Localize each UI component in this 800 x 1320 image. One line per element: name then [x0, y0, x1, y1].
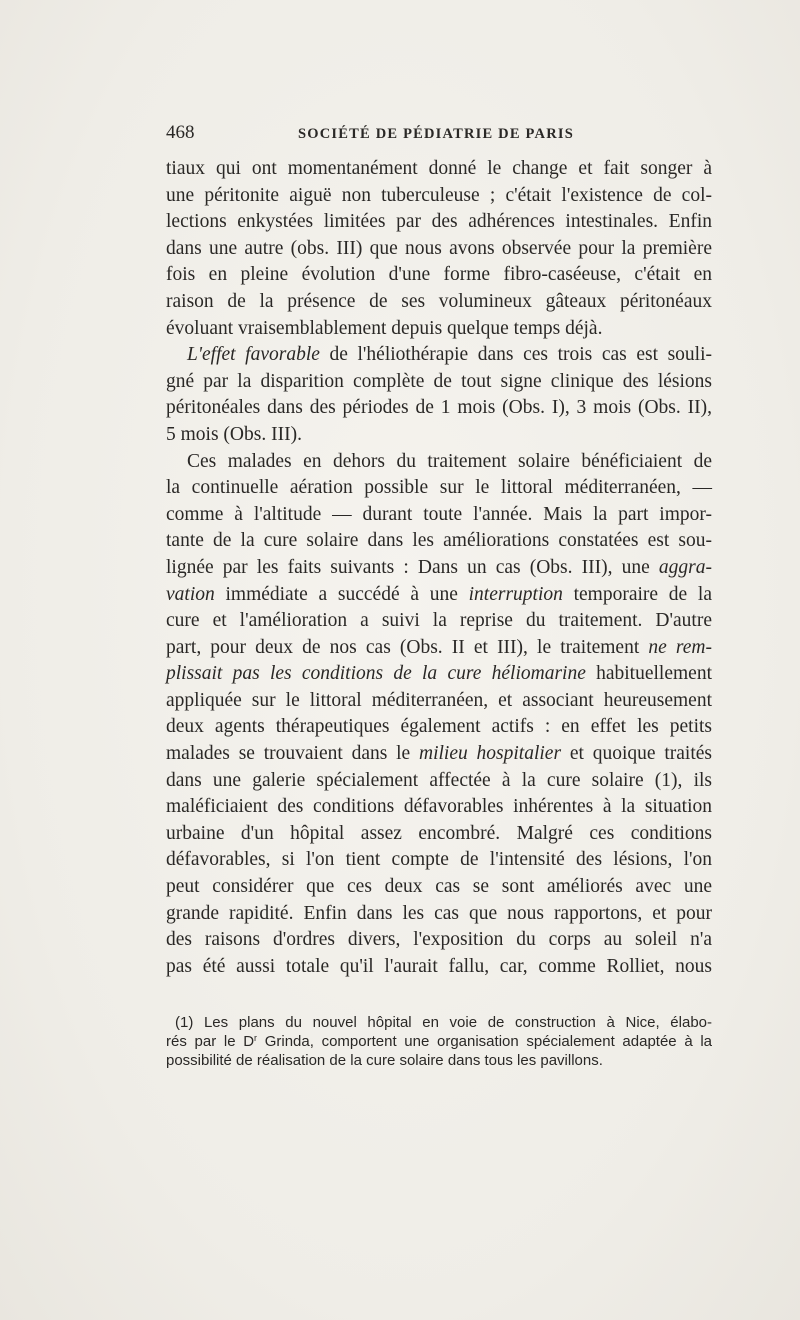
text-line: [166, 555, 712, 582]
text-line: [166, 741, 712, 768]
page-number: 468: [166, 122, 195, 143]
footnote-line: (1) Les plans du nouvel hôpital en voie de construction à Nice, élabo-: [175, 1014, 712, 1031]
text-line: [166, 635, 712, 662]
text-run: habituellement: [585, 663, 712, 685]
text-line: dans une galerie spécialement affectée à la cure solaire (1), ils: [166, 769, 712, 791]
italic-phrase: L'effet favorable: [187, 344, 320, 366]
italic-phrase: aggra-: [658, 556, 712, 578]
text-line: cure et l'amélioration a suivi la reprise du traitement. D'autre: [166, 610, 712, 632]
text-line: évoluant vraisemblablement depuis quelque temps déjà.: [166, 317, 603, 339]
text-line: peut considérer que ces deux cas se sont améliorés avec une: [166, 876, 712, 898]
text-line: péritonéales dans des périodes de 1 mois (Obs. I), 3 mois (Obs. II),: [166, 397, 712, 419]
text-line: des raisons d'ordres divers, l'exposition du corps au soleil n'a: [166, 929, 712, 951]
text-run: lignée par les faits suivants : Dans un cas (Obs. III), une: [166, 556, 659, 578]
text-line: raison de la présence de ses volumineux gâteaux péritonéaux: [166, 290, 712, 312]
text-line: lections enkystées limitées par des adhérences intestinales. Enfin: [166, 211, 712, 233]
footnote-line: [166, 1032, 712, 1051]
text-line: défavorables, si l'on tient compte de l'intensité des lésions, l'on: [166, 849, 712, 871]
text-line: 5 mois (Obs. III).: [166, 423, 302, 445]
italic-phrase: interruption: [468, 583, 563, 605]
text-run: malades se trouvaient dans le: [166, 743, 419, 765]
text-line: [166, 582, 712, 609]
text-line: appliquée sur le littoral méditerranéen, et associant heureusement: [166, 689, 712, 711]
text-run: rés par le D: [166, 1033, 255, 1050]
italic-phrase: ne rem-: [648, 636, 712, 658]
text-line: deux agents thérapeutiques également actifs : en effet les petits: [166, 716, 712, 738]
superscript: r: [254, 1033, 258, 1043]
text-line: grande rapidité. Enfin dans les cas que nous rapportons, et pour: [166, 902, 712, 924]
italic-phrase: vation: [166, 583, 215, 605]
text-line: [166, 342, 712, 369]
text-line: gné par la disparition complète de tout signe clinique des lésions: [166, 370, 712, 392]
text-line: urbaine d'un hôpital assez encombré. Malgré ces conditions: [166, 822, 712, 844]
page-header: [166, 122, 712, 148]
text-run: et quoique traités: [561, 743, 712, 765]
text-run: de l'héliothérapie dans ces trois cas est souli-: [319, 344, 712, 366]
footnote-line: possibilité de réalisation de la cure solaire dans tous les pavillons.: [166, 1052, 603, 1069]
text-run: temporaire de la: [562, 583, 712, 605]
body-text: [166, 156, 712, 980]
running-title: SOCIÉTÉ DE PÉDIATRIE DE PARIS: [298, 126, 574, 142]
italic-phrase: plissait pas les conditions de la cure héliomarine: [166, 663, 586, 685]
text-line: une péritonite aiguë non tuberculeuse ; c'était l'existence de col-: [166, 184, 712, 206]
text-run: part, pour deux de nos cas (Obs. II et III), le traitement: [166, 636, 649, 658]
text-line: [166, 661, 712, 688]
text-line: fois en pleine évolution d'une forme fibro-caséeuse, c'était en: [166, 264, 712, 286]
footnote: [166, 1013, 712, 1070]
text-line: Ces malades en dehors du traitement solaire bénéficiaient de: [187, 450, 712, 472]
italic-phrase: milieu hospitalier: [419, 743, 562, 765]
text-line: dans une autre (obs. III) que nous avons observée pour la première: [166, 237, 712, 259]
text-line: maléficiaient des conditions défavorables inhérentes à la situation: [166, 796, 712, 818]
text-line: la continuelle aération possible sur le littoral méditerranéen, —: [166, 477, 712, 499]
text-line: tante de la cure solaire dans les améliorations constatées est sou-: [166, 530, 712, 552]
text-run: Grinda, comportent une organisation spécialement adaptée à la: [257, 1033, 713, 1050]
text-line: pas été aussi totale qu'il l'aurait fallu, car, comme Rolliet, nous: [166, 955, 712, 977]
text-run: immédiate a succédé à une: [214, 583, 469, 605]
text-line: comme à l'altitude — durant toute l'année. Mais la part impor-: [166, 503, 712, 525]
text-line: tiaux qui ont momentanément donné le change et fait songer à: [166, 158, 712, 179]
